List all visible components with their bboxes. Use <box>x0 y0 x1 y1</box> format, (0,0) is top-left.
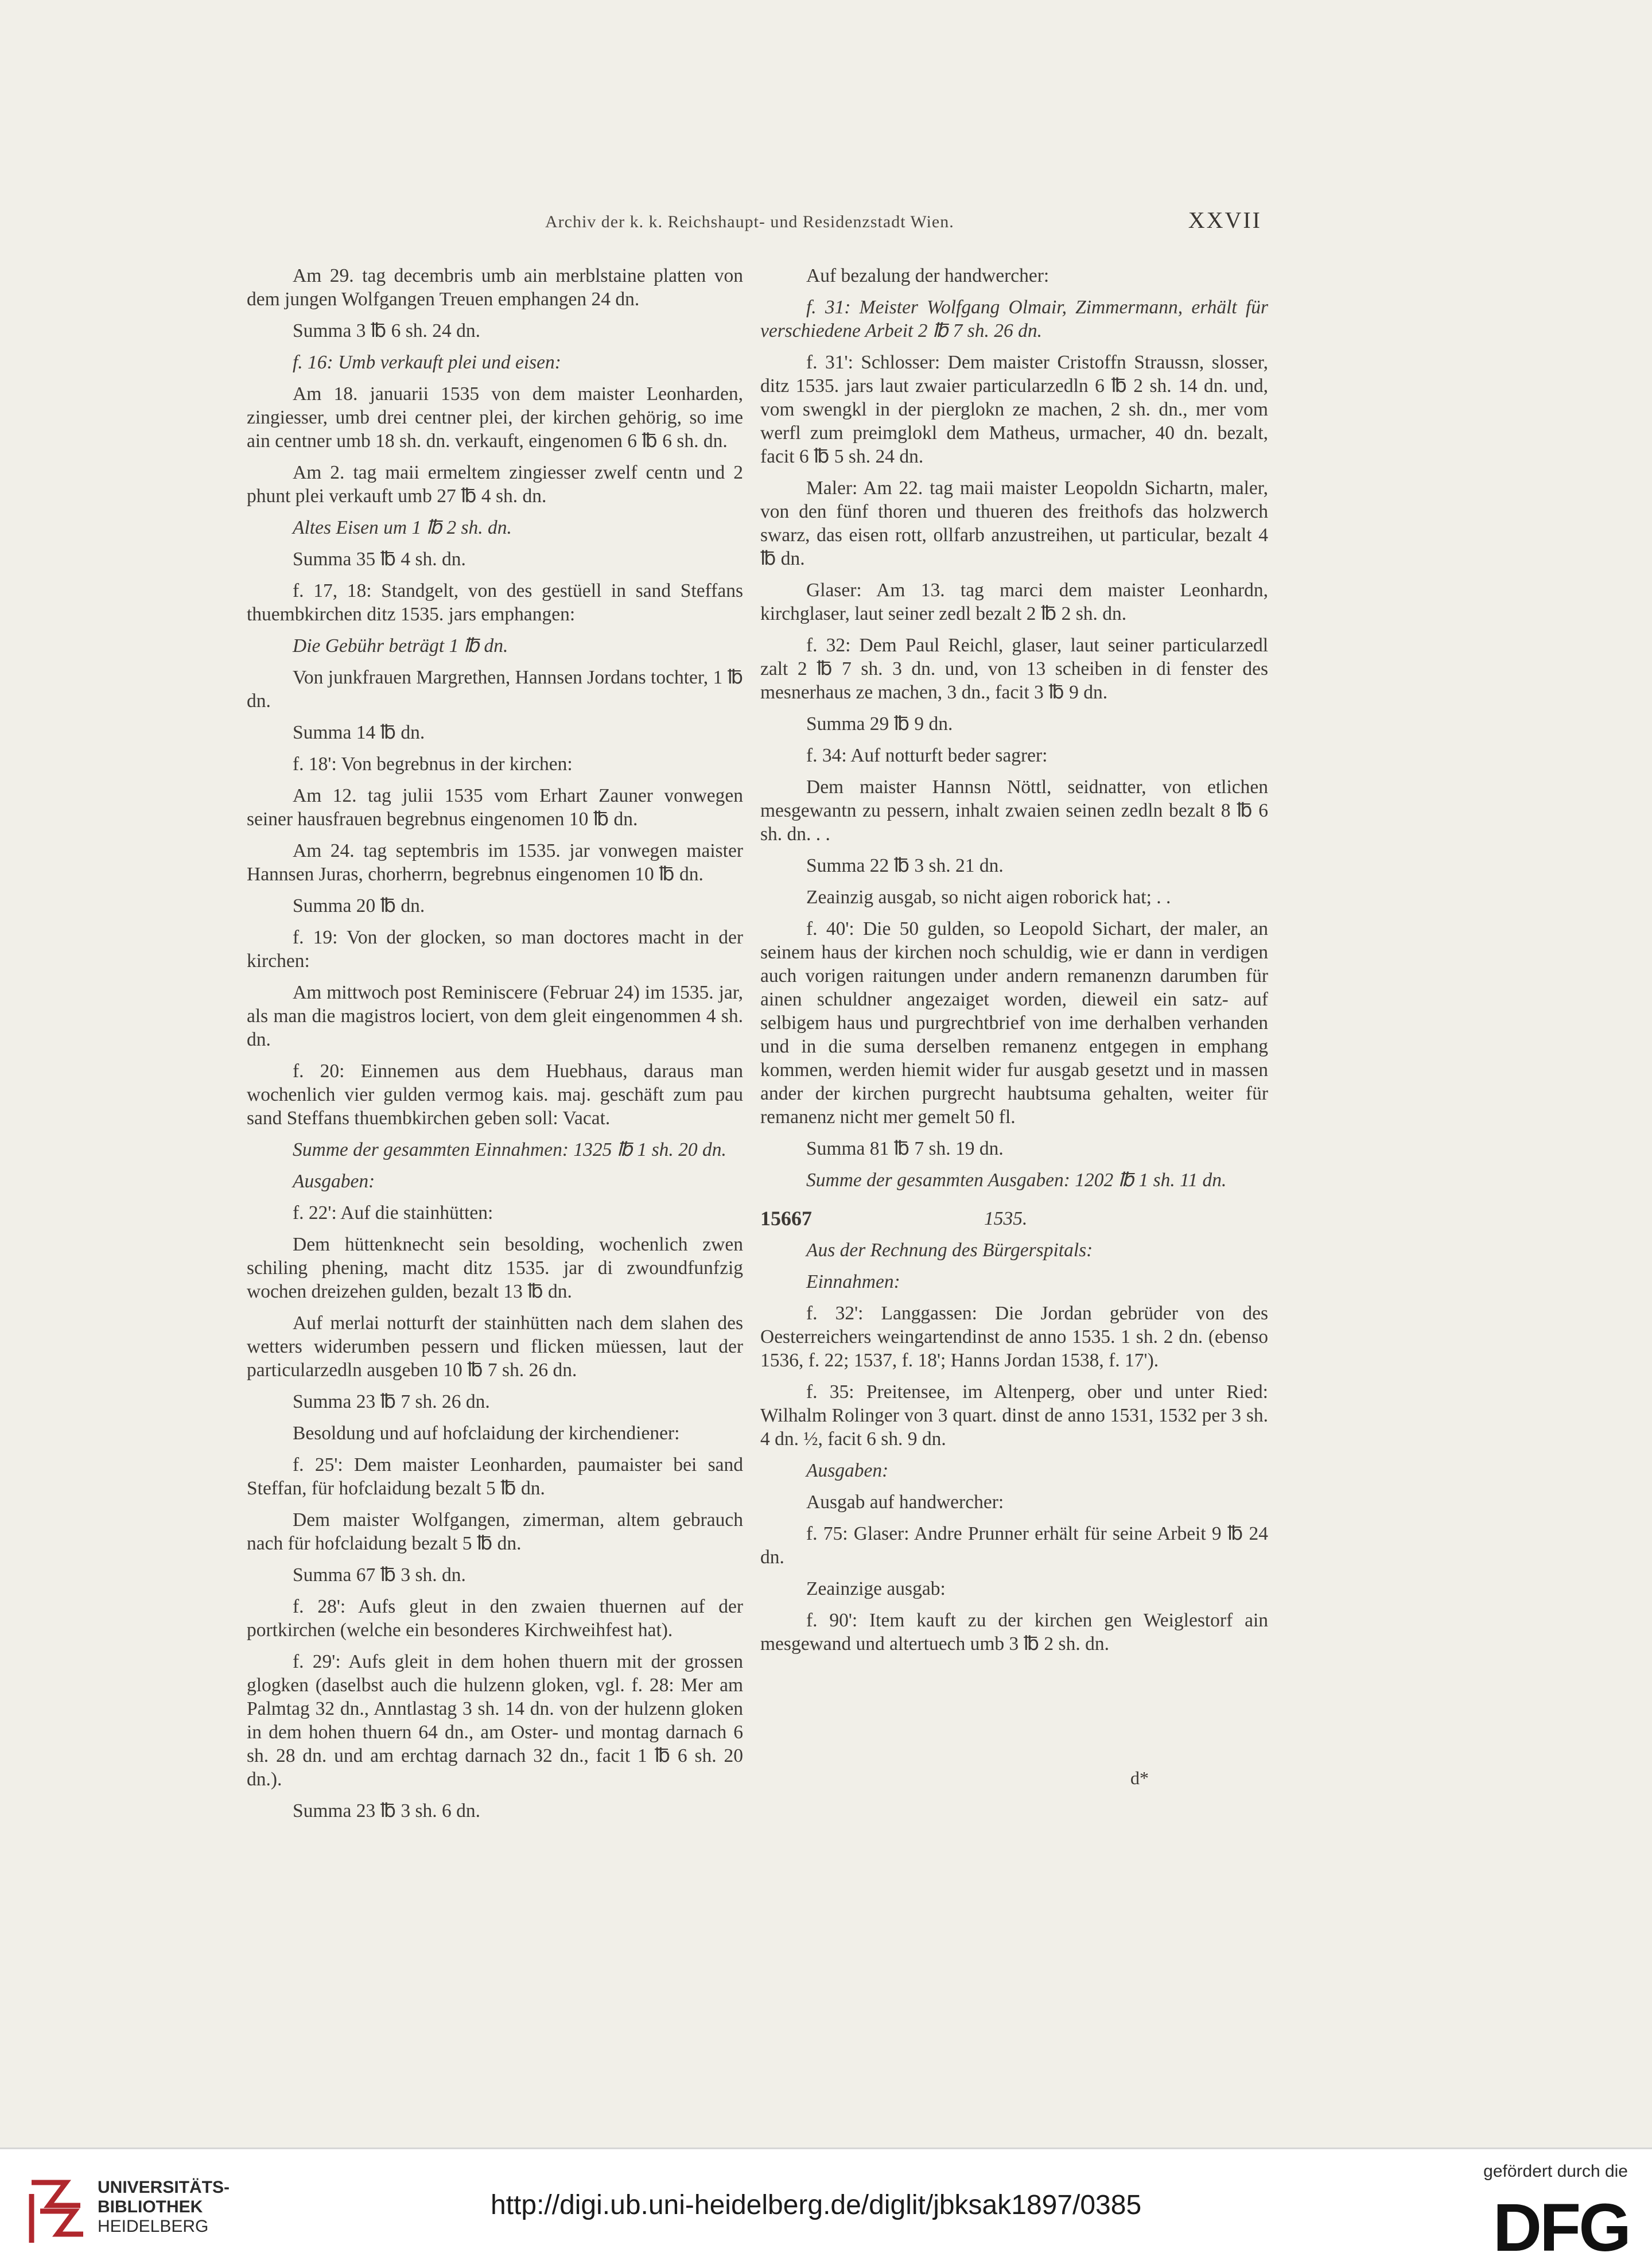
paragraph: f. 90': Item kauft zu der kirchen gen Weiglestorf ain mesgewand und altertuech umb 3 ℔ 2 sh. dn. <box>760 1610 1268 1655</box>
paragraph: Am 12. tag julii 1535 vom Erhart Zauner vonwegen seiner hausfrauen begrebnus eingenomen 10 ℔ dn. <box>247 785 743 830</box>
paragraph: f. 32: Dem Paul Reichl, glaser, laut seiner particularzedl zalt 2 ℔ 7 sh. 3 dn. und, von 13 scheiben in di fenster des mesnerhaus ze machen, 3 dn., facit 3 ℔ 9 dn. <box>760 635 1268 703</box>
funding-caption: gefördert durch die <box>1483 2162 1628 2181</box>
paragraph: f. 19: Von der glocken, so man doctores macht in der kirchen: <box>247 927 743 972</box>
paragraph: Am 29. tag decembris umb ain merblstaine platten von dem jungen Wolfgangen Treuen emphangen 24 dn. <box>247 265 743 310</box>
paragraph: Dem maister Hannsn Nöttl, seidnatter, von etlichen mesgewantn zu pessern, inhalt zwaien seinen zedln bezalt 8 ℔ 6 sh. dn. . . <box>760 776 1268 845</box>
paragraph: Summa 23 ℔ 3 sh. 6 dn. <box>293 1800 481 1822</box>
paragraph: f. 34: Auf notturft beder sagrer: <box>806 745 1048 766</box>
paragraph: Summe der gesammten Ausgaben: 1202 ℔ 1 sh. 11 dn. <box>806 1170 1227 1191</box>
paragraph: f. 18': Von begrebnus in der kirchen: <box>293 754 573 775</box>
paragraph: Summa 81 ℔ 7 sh. 19 dn. <box>806 1138 1004 1159</box>
paragraph: f. 29': Aufs gleit in dem hohen thuern mit der grossen glogken (daselbst auch die hulzenn gloken, vgl. f. 28: Mer am Palmtag 32 dn., Anntlastag 3 sh. 14 dn. von der hulzenn gloken in dem hohen thuern 64 dn., am Oster- und montag darnach 6 sh. 28 dn. und am erchtag darnach 32 dn., facit 1 ℔ 6 sh. 20 dn.). <box>247 1651 743 1790</box>
paragraph: Zeainzig ausgab, so nicht aigen roborick hat; . . <box>806 887 1171 908</box>
paragraph: Auf merlai notturft der stainhütten nach dem slahen des wetters widerumben pessern und flicken müessen, laut der particularzedln ausgeben 10 ℔ 7 sh. 26 dn. <box>247 1312 743 1381</box>
page-number: XXVII <box>1188 207 1262 233</box>
entry-year: 1535. <box>984 1208 1028 1229</box>
library-name <box>98 2178 230 2236</box>
paragraph: f. 28': Aufs gleut in den zwaien thuernen auf der portkirchen (welche ein besonderes Kirchweihfest hat). <box>247 1596 743 1641</box>
paragraph: Summa 20 ℔ dn. <box>293 895 425 916</box>
paragraph: Am 2. tag maii ermeltem zingiesser zwelf centn und 2 phunt plei verkauft umb 27 ℔ 4 sh. dn. <box>247 462 743 507</box>
paragraph: Zeainzige ausgab: <box>806 1578 946 1599</box>
paragraph: f. 75: Glaser: Andre Prunner erhält für seine Arbeit 9 ℔ 24 dn. <box>760 1523 1268 1568</box>
paragraph: Summa 14 ℔ dn. <box>293 722 425 743</box>
paragraph: Summa 22 ℔ 3 sh. 21 dn. <box>806 855 1004 876</box>
dfg-logo: DFG <box>1492 2190 1629 2266</box>
paragraph: Dem hüttenknecht sein besolding, wochenlich zwen schiling phening, macht ditz 1535. jar di zwoundfunfzig wochen dreizehen gulden, bezalt 13 ℔ dn. <box>247 1234 743 1302</box>
paragraph: Summa 23 ℔ 7 sh. 26 dn. <box>293 1391 490 1412</box>
paragraph: Summe der gesammten Einnahmen: 1325 ℔ 1 sh. 20 dn. <box>293 1139 726 1160</box>
permalink-url[interactable]: http://digi.ub.uni-heidelberg.de/diglit/jbksak1897/0385 <box>491 2190 1142 2220</box>
paragraph: Summa 35 ℔ 4 sh. dn. <box>293 549 466 570</box>
paragraph: Summa 3 ℔ 6 sh. 24 dn. <box>293 320 481 341</box>
entry-heading <box>760 1207 1268 1230</box>
paragraph: f. 20: Einnemen aus dem Huebhaus, daraus man wochenlich vier gulden vermog kais. maj. geschäft zum pau sand Steffans thuembkirchen geben soll: Vacat. <box>247 1061 743 1129</box>
library-line: BIBLIOTHEK <box>98 2197 203 2216</box>
footer-bar <box>0 2147 1652 2268</box>
paragraph: Besoldung und auf hofclaidung der kirchendiener: <box>293 1423 680 1444</box>
paragraph: Altes Eisen um 1 ℔ 2 sh. dn. <box>293 517 512 538</box>
section-heading: Aus der Rechnung des Bürgerspitals: <box>806 1240 1093 1261</box>
paragraph: Am 24. tag septembris im 1535. jar vonwegen maister Hannsen Juras, chorherrn, begrebnus eingenomen 10 ℔ dn. <box>247 840 743 885</box>
running-head: Archiv der k. k. Reichshaupt- und Residenzstadt Wien. <box>545 212 954 231</box>
paragraph: f. 25': Dem maister Leonharden, paumaister bei sand Steffan, für hofclaidung bezalt 5 ℔ dn. <box>247 1454 743 1499</box>
section-heading: Ausgaben: <box>806 1460 889 1481</box>
paragraph: Von junkfrauen Margrethen, Hannsen Jordans tochter, 1 ℔ dn. <box>247 667 743 712</box>
paragraph: Ausgab auf handwercher: <box>806 1492 1004 1513</box>
paragraph: f. 16: Umb verkauft plei und eisen: <box>293 352 561 373</box>
paragraph: f. 17, 18: Standgelt, von des gestüell in sand Steffans thuembkirchen ditz 1535. jars emphangen: <box>247 580 743 625</box>
paragraph: Am mittwoch post Reminiscere (Februar 24) im 1535. jar, als man die magistros lociert, von dem gleit eingenommen 4 sh. dn. <box>247 982 743 1050</box>
paragraph: f. 40': Die 50 gulden, so Leopold Sichart, der maler, an seinem haus der kirchen noch schuldig, wie er dann in verdigen auch vorigen raitungen under andern remanenzn darumben für ainen schuldner angezaiget worden, dieweil ein satz- auf selbigem haus und purgrechtbrief von ime derhalben verhanden und in die suma derselben remanenz entgegen in emphang kommen, werden hiemit wider fur ausgab gesetzt und in massen ander der kirchen purgrecht haubtsuma gehalten, weiter für remanenz nicht mer gemelt 50 fl. <box>760 918 1268 1128</box>
paragraph: Dem maister Wolfgangen, zimerman, altem gebrauch nach für hofclaidung bezalt 5 ℔ dn. <box>247 1509 743 1554</box>
signature-mark: d* <box>1130 1768 1149 1788</box>
paragraph: f. 32': Langgassen: Die Jordan gebrüder von des Oesterreichers weingartendinst de anno 1535. 1 sh. 2 dn. (ebenso 1536, f. 22; 1537, f. 18'; Hanns Jordan 1538, f. 17'). <box>760 1303 1268 1371</box>
entry-number: 15667 <box>760 1207 812 1230</box>
paragraph: Summa 67 ℔ 3 sh. dn. <box>293 1564 466 1586</box>
paragraph: Glaser: Am 13. tag marci dem maister Leonhardn, kirchglaser, laut seiner zedl bezalt 2 ℔ 2 sh. dn. <box>760 580 1268 624</box>
paragraph: Summa 29 ℔ 9 dn. <box>806 713 953 735</box>
paragraph: f. 35: Preitensee, im Altenperg, ober und unter Ried: Wilhalm Rolinger von 3 quart. dinst de anno 1531, 1532 per 3 sh. 4 dn. ½, facit 6 sh. 9 dn. <box>760 1381 1268 1450</box>
paragraph: f. 22': Auf die stainhütten: <box>293 1202 493 1224</box>
paragraph: Maler: Am 22. tag maii maister Leopoldn Sichartn, maler, von den fünf thoren und thueren des freithofs das holzwerch swarz, das eisen rott, ollfarb anzustreihen, ut particular, bezalt 4 ℔ dn. <box>760 477 1268 569</box>
library-line: UNIVERSITÄTS- <box>98 2178 230 2197</box>
university-library-logo-icon <box>26 2171 89 2246</box>
library-line: HEIDELBERG <box>98 2217 209 2236</box>
section-heading: Einnahmen: <box>806 1271 900 1292</box>
paragraph: Auf bezalung der handwercher: <box>806 265 1049 286</box>
paragraph: f. 31': Schlosser: Dem maister Cristoffn Straussn, slosser, ditz 1535. jars laut zwaier particularzedln 6 ℔ 2 sh. 14 dn. und, vom swengkl in der pierglokn ze machen, 2 sh. dn., mer vom werfl zum preimglokl dem Matheus, urmacher, 40 dn. bezalt, facit 6 ℔ 5 sh. 24 dn. <box>760 352 1268 467</box>
paragraph: f. 31: Meister Wolfgang Olmair, Zimmermann, erhält für verschiedene Arbeit 2 ℔ 7 sh. 26 dn. <box>760 297 1268 341</box>
left-column <box>247 264 743 1831</box>
paragraph: Am 18. januarii 1535 von dem maister Leonharden, zingiesser, umb drei centner plei, der kirchen gehörig, so ime ain centner umb 18 sh. dn. verkauft, eingenomen 6 ℔ 6 sh. dn. <box>247 383 743 452</box>
paragraph: Die Gebühr beträgt 1 ℔ dn. <box>293 635 508 657</box>
section-heading: Ausgaben: <box>293 1171 375 1192</box>
right-column <box>760 264 1268 1664</box>
